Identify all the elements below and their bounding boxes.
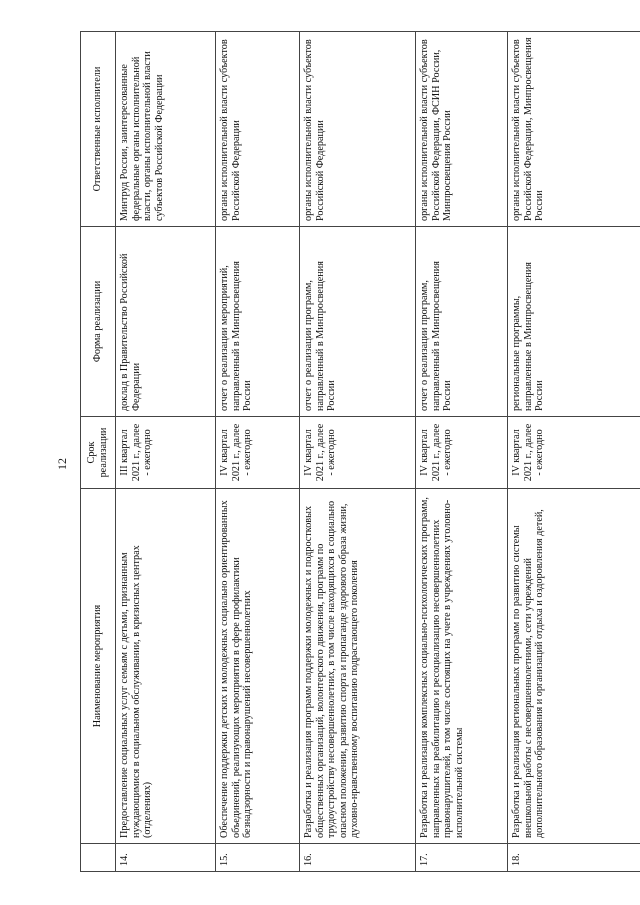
row-form: отчет о реализации мероприятий, направленный в Минпросвещения России: [216, 227, 300, 417]
row-form: региональные программы, направленные в Минпросвещения России: [508, 227, 640, 417]
row-number: 16.: [300, 844, 416, 872]
row-term: IV квартал 2021 г., далее - ежегодно: [416, 417, 508, 489]
table-row: [216, 32, 300, 872]
header-form: Форма реализации: [81, 227, 116, 417]
row-form: отчет о реализации программ, направленный в Минпросвещения России: [416, 227, 508, 417]
row-term: III квартал 2021 г., далее - ежегодно: [116, 417, 216, 489]
row-term: IV квартал 2021 г., далее - ежегодно: [216, 417, 300, 489]
row-measure-name: Разработка и реализация комплексных социально-психологических программ, направленных на реабилитацию и ресоциализацию несовершеннолетних правонарушителей, в том числе состоящих на учете в учреждениях уголовно-исполнительной системы: [416, 489, 508, 844]
table-row: [116, 32, 216, 872]
row-number: 17.: [416, 844, 508, 872]
table-header-row: [81, 32, 116, 872]
row-measure-name: Разработка и реализация региональных программ по развитию системы внешкольной работы с несовершеннолетними, сети учреждений дополнительного образования и организаций отдыха и оздоровления детей,: [508, 489, 640, 844]
header-executors: Ответственные исполнители: [81, 32, 116, 227]
row-number: 14.: [116, 844, 216, 872]
table-row: [416, 32, 508, 872]
header-term: Срок реализации: [81, 417, 116, 489]
row-measure-name: Обеспечение поддержки детских и молодежных социально ориентированных объединений, реализующих мероприятия в сфере профилактики безнадзорности и правонарушений несовершеннолетних: [216, 489, 300, 844]
row-term: IV квартал 2021 г., далее - ежегодно: [300, 417, 416, 489]
row-form: отчет о реализации программ, направленный в Минпросвещения России: [300, 227, 416, 417]
row-executors: Минтруд России, заинтересованные федеральные органы исполнительной власти, органы исполнительной власти субъектов Российской Федерации: [116, 32, 216, 227]
header-number: [81, 844, 116, 872]
row-number: 18.: [508, 844, 640, 872]
header-measure-name: Наименование мероприятия: [81, 489, 116, 844]
row-executors: органы исполнительной власти субъектов Российской Федерации: [216, 32, 300, 227]
row-executors: органы исполнительной власти субъектов Российской Федерации, Минпросвещения России: [508, 32, 640, 227]
row-executors: органы исполнительной власти субъектов Российской Федерации, ФСИН России, Минпросвещения России: [416, 32, 508, 227]
row-form: доклад в Правительство Российской Федерации: [116, 227, 216, 417]
footer-file-code: [0, 859, 55, 869]
table-row: [300, 32, 416, 872]
row-number: 15.: [216, 844, 300, 872]
table-row: [508, 32, 640, 872]
row-executors: органы исполнительной власти субъектов Российской Федерации: [300, 32, 416, 227]
row-measure-name: Разработка и реализация программ поддержки молодежных и подростковых общественных организаций, волонтерского движения, программ по трудоустройству несовершеннолетних, в том числе находящихся в социально опасном положении, развитию спорта и пропаганде здорового образа жизни, духовно-нравственному воспитанию подрастающего поколения: [300, 489, 416, 844]
measures-table: [80, 31, 640, 872]
page-number: 12: [55, 458, 69, 470]
row-term: IV квартал 2021 г., далее - ежегодно: [508, 417, 640, 489]
rotated-table-container: [80, 32, 640, 872]
row-measure-name: Предоставление социальных услуг семьям с детьми, признанным нуждающимися в социальном обслуживании, в кризисных центрах (отделениях): [116, 489, 216, 844]
